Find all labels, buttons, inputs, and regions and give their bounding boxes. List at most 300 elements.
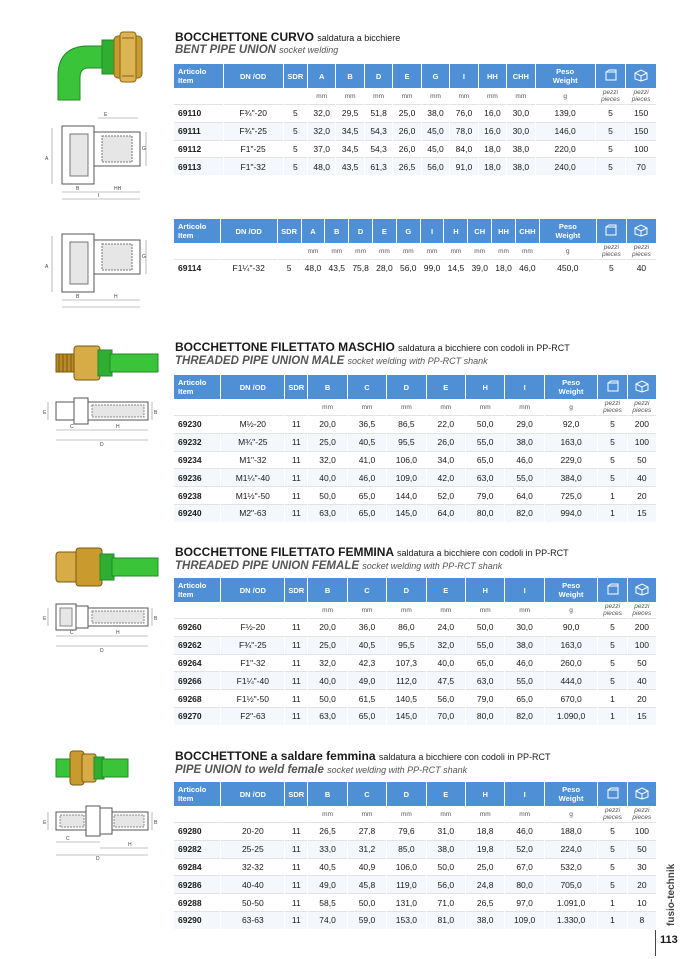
carton-icon [628, 578, 656, 602]
unit-cell: mm [355, 247, 366, 255]
unit-cell: mm [401, 92, 413, 100]
table-cell: 140,5 [387, 689, 425, 707]
svg-text:B: B [154, 820, 158, 826]
table-cell: 56,0 [427, 875, 465, 893]
table-cell: 18,8 [466, 822, 504, 840]
table-cell: 43,5 [336, 157, 363, 175]
table-cell: 74,0 [308, 911, 346, 929]
brand-logo [664, 838, 678, 928]
unit-cell: mm [521, 247, 533, 255]
col-a: A [308, 64, 335, 88]
table-row [174, 468, 656, 486]
unit-cell: mm [498, 247, 509, 255]
table-cell: 11 [285, 636, 307, 654]
table-cell: 41,0 [348, 451, 386, 469]
table-cell: 64,0 [427, 504, 465, 522]
unit-cell: mm [400, 810, 412, 818]
table-row [174, 671, 656, 689]
table-cell: 47,5 [427, 671, 465, 689]
table-cell: 240,0 [536, 157, 595, 175]
table-cell: 106,0 [387, 858, 425, 876]
table-cell: 79,0 [466, 486, 504, 504]
table-cell: 444,0 [545, 671, 598, 689]
col-chh: CHH [516, 219, 539, 243]
table-cell: 42,0 [427, 468, 465, 486]
table-cell: 80,0 [505, 875, 543, 893]
unit-cell: pezzi pieces [632, 244, 651, 258]
table-cell: 63-63 [221, 911, 284, 929]
table-row [174, 911, 656, 929]
table-cell: 38,0 [507, 140, 534, 158]
table-cell: 58,5 [308, 893, 346, 911]
table-cell: 48,0 [302, 259, 325, 277]
unit-cell: mm [307, 247, 319, 255]
table-cell: 30,0 [505, 618, 543, 636]
table-cell: 30,0 [507, 122, 534, 140]
col-i: I [421, 219, 444, 243]
table-cell: M¾"-25 [221, 433, 284, 451]
table-cell: 40,5 [348, 433, 386, 451]
table-cell: 43,5 [325, 259, 348, 277]
col-a: A [302, 219, 325, 243]
table-cell: 994,0 [545, 504, 598, 522]
unit-cell: mm [519, 810, 531, 818]
table-cell: 86,0 [387, 618, 425, 636]
table-cell: 50-50 [221, 893, 284, 911]
item-code-cell: 69284 [174, 858, 220, 876]
table-cell: 99,0 [421, 259, 444, 277]
spec-table-bent-union-2 [173, 219, 657, 277]
col-b: B [336, 64, 363, 88]
item-code-cell: 69288 [174, 893, 220, 911]
table-cell: 5 [598, 415, 626, 433]
table-cell: 20 [628, 875, 656, 893]
item-code-cell: 69110 [174, 104, 223, 122]
table-cell: 20,0 [308, 618, 346, 636]
table-row [174, 689, 656, 707]
table-cell: 65,0 [348, 486, 386, 504]
unit-cell: g [569, 403, 573, 411]
table-cell: 1 [598, 486, 626, 504]
table-cell: 670,0 [545, 689, 598, 707]
table-cell: F1¼"-40 [221, 671, 284, 689]
table-cell: 109,0 [387, 468, 425, 486]
table-cell: 54,3 [365, 122, 392, 140]
table-cell: 30,0 [507, 104, 534, 122]
table-cell: 26,0 [427, 433, 465, 451]
svg-text:C: C [66, 836, 70, 842]
table-cell: 188,0 [545, 822, 598, 840]
table-cell: 63,0 [308, 504, 346, 522]
table-cell: 63,0 [308, 707, 346, 725]
col-chh: CHH [507, 64, 534, 88]
table-cell: M2"-63 [221, 504, 284, 522]
unit-cell [174, 243, 220, 259]
bent-union-photo [50, 28, 155, 103]
unit-cell: mm [440, 606, 452, 614]
table-cell: 11 [285, 707, 307, 725]
table-cell: 95,5 [387, 636, 425, 654]
table-cell: 14,5 [444, 259, 467, 277]
table-cell: 45,0 [422, 140, 449, 158]
item-code-cell: 69236 [174, 468, 220, 486]
unit-cell: mm [450, 247, 462, 255]
item-code-cell: 69232 [174, 433, 220, 451]
table-cell: 31,0 [427, 822, 465, 840]
table-cell: 5 [596, 140, 626, 158]
table-cell: 50 [628, 451, 656, 469]
table-cell: 229,0 [545, 451, 598, 469]
svg-text:E: E [43, 616, 47, 622]
table-cell: F1"-25 [224, 140, 283, 158]
table-cell: 11 [285, 858, 307, 876]
col-h: H [466, 578, 504, 602]
table-cell: 50 [628, 654, 656, 672]
table-header [174, 219, 656, 243]
table-cell: 163,0 [545, 636, 598, 654]
svg-text:D: D [100, 648, 104, 654]
col-h: H [444, 219, 467, 243]
svg-text:E: E [43, 410, 47, 416]
unit-cell: mm [519, 606, 531, 614]
box-icon [598, 782, 626, 806]
table-cell: F1"-32 [221, 654, 284, 672]
table-cell: 131,0 [387, 893, 425, 911]
table-cell: 11 [285, 618, 307, 636]
table-cell: 46,0 [348, 468, 386, 486]
table-cell: 26,5 [308, 822, 346, 840]
table-cell: 38,0 [507, 157, 534, 175]
table-cell: 36,0 [348, 618, 386, 636]
unit-cell [221, 243, 277, 259]
col-dn-od: DN /OD [224, 64, 283, 88]
unit-cell: mm [322, 403, 333, 411]
unit-cell [221, 806, 284, 822]
unit-cell: mm [515, 92, 527, 100]
table-header [174, 375, 656, 399]
table-cell: 55,0 [466, 433, 504, 451]
table-cell: 200 [628, 618, 656, 636]
table-cell: 84,0 [450, 140, 477, 158]
units-row [174, 243, 656, 259]
col-g: G [397, 219, 420, 243]
item-code-cell: 69268 [174, 689, 220, 707]
table-cell: 11 [285, 415, 307, 433]
table-cell: 5 [598, 654, 626, 672]
table-cell: 85,0 [387, 840, 425, 858]
table-cell: 20,0 [308, 415, 346, 433]
table-cell: M½-20 [221, 415, 284, 433]
table-cell: 145,0 [387, 707, 425, 725]
section-3-title-en: THREADED PIPE UNION FEMALE socket welding with PP-RCT shank [175, 560, 503, 572]
col-d: D [387, 375, 425, 399]
table-cell: 52,0 [427, 486, 465, 504]
unit-cell: g [566, 247, 570, 255]
table-cell: F¾"-25 [224, 122, 283, 140]
table-cell: 82,0 [505, 504, 543, 522]
table-cell: 1.091,0 [545, 893, 598, 911]
table-cell: 18,0 [492, 259, 515, 277]
table-cell: 40,0 [308, 671, 346, 689]
table-header [174, 64, 656, 88]
table-cell: 38,0 [505, 636, 543, 654]
box-icon [598, 578, 626, 602]
col-dn-od: DN /OD [221, 578, 284, 602]
col-hh: HH [492, 219, 515, 243]
table-cell: 5 [596, 104, 626, 122]
table-cell: 26,0 [393, 140, 420, 158]
unit-cell: mm [400, 606, 412, 614]
table-cell: 22,0 [427, 415, 465, 433]
table-cell: 61,3 [365, 157, 392, 175]
table-cell: 18,0 [479, 157, 506, 175]
col-sdr: SDR [285, 578, 307, 602]
table-cell: 1 [598, 707, 626, 725]
table-cell: 38,0 [422, 104, 449, 122]
spec-table-female-union [173, 578, 657, 725]
units-row [174, 602, 656, 618]
table-row [174, 636, 656, 654]
unit-cell: pezzi pieces [603, 400, 622, 414]
unit-cell: mm [479, 403, 491, 411]
col-i: I [505, 578, 543, 602]
spec-table-weld-union [173, 782, 657, 929]
carton-icon [628, 375, 656, 399]
table-cell: 5 [598, 618, 626, 636]
table-cell: 29,0 [505, 415, 543, 433]
unit-cell [285, 399, 307, 415]
col-dn-od: DN /OD [221, 219, 277, 243]
female-union-photo [50, 542, 162, 592]
table-cell: 50,0 [427, 858, 465, 876]
table-cell: 1 [598, 689, 626, 707]
svg-text:G: G [142, 146, 146, 152]
svg-text:E: E [43, 820, 47, 826]
col-g: G [422, 64, 449, 88]
col-e: E [427, 578, 465, 602]
table-cell: 32,0 [308, 654, 346, 672]
table-row [174, 140, 656, 158]
table-row [174, 104, 656, 122]
table-row [174, 486, 656, 504]
table-cell: 55,0 [505, 671, 543, 689]
table-cell: 20 [628, 689, 656, 707]
table-cell: 11 [285, 875, 307, 893]
item-code-cell: 69270 [174, 707, 220, 725]
unit-cell: pezzi pieces [601, 89, 620, 103]
item-code-cell: 69260 [174, 618, 220, 636]
unit-cell: pezzi pieces [632, 807, 652, 821]
table-cell: 92,0 [545, 415, 598, 433]
table-cell: 1 [598, 504, 626, 522]
unit-cell: mm [361, 606, 373, 614]
col-weight: Peso Weight [545, 578, 598, 602]
table-cell: 5 [598, 875, 626, 893]
svg-text:C: C [70, 424, 74, 430]
unit-cell: mm [344, 92, 356, 100]
table-cell: 20 [628, 486, 656, 504]
unit-cell: mm [400, 403, 412, 411]
table-cell: 5 [596, 157, 626, 175]
table-cell: 106,0 [387, 451, 425, 469]
table-cell: 51,8 [365, 104, 392, 122]
table-cell: 16,0 [479, 122, 506, 140]
box-icon [598, 375, 626, 399]
unit-cell: pezzi pieces [632, 400, 652, 414]
item-code-cell: 69111 [174, 122, 223, 140]
table-row [174, 433, 656, 451]
table-cell: 32,0 [427, 636, 465, 654]
unit-cell [285, 806, 307, 822]
svg-text:H: H [128, 842, 132, 848]
table-cell: 56,0 [422, 157, 449, 175]
table-cell: 11 [285, 451, 307, 469]
table-cell: 40 [627, 259, 656, 277]
col-b: B [308, 782, 346, 806]
table-cell: 100 [628, 433, 656, 451]
item-code-cell: 69114 [174, 259, 220, 277]
table-cell: 65,0 [466, 654, 504, 672]
unit-cell: mm [479, 810, 491, 818]
table-cell: 24,0 [427, 618, 465, 636]
svg-text:A: A [45, 156, 49, 162]
table-cell: 145,0 [387, 504, 425, 522]
weld-union-photo [52, 745, 132, 790]
table-cell: F2"-63 [221, 707, 284, 725]
item-code-cell: 69282 [174, 840, 220, 858]
table-cell: 16,0 [479, 104, 506, 122]
section-2-title: BOCCHETTONE FILETTATO MASCHIO saldatura a bicchiere con codoli in PP-RCT [175, 340, 570, 354]
col-e: E [373, 219, 396, 243]
table-cell: F½-20 [221, 618, 284, 636]
table-cell: 46,0 [516, 259, 539, 277]
col-dn-od: DN /OD [221, 782, 284, 806]
carton-icon [627, 219, 656, 243]
unit-cell [174, 399, 220, 415]
table-cell: 65,0 [348, 504, 386, 522]
table-cell: 91,0 [450, 157, 477, 175]
col-weight: Peso Weight [536, 64, 595, 88]
table-cell: 63,0 [466, 671, 504, 689]
section-4-title-en: PIPE UNION to weld female socket welding with PP-RCT shank [175, 764, 468, 776]
table-cell: 5 [284, 104, 307, 122]
table-cell: 100 [626, 140, 656, 158]
table-cell: 5 [596, 122, 626, 140]
table-cell: 40 [628, 468, 656, 486]
table-cell: 5 [598, 468, 626, 486]
table-cell: 33,0 [308, 840, 346, 858]
table-cell: 18,0 [479, 140, 506, 158]
table-cell: 5 [598, 858, 626, 876]
table-cell: 224,0 [545, 840, 598, 858]
unit-cell [284, 88, 307, 104]
table-cell: 40-40 [221, 875, 284, 893]
unit-cell: mm [474, 247, 486, 255]
table-cell: F1½"-50 [221, 689, 284, 707]
table-cell: 144,0 [387, 486, 425, 504]
table-cell: 32,0 [308, 451, 346, 469]
item-code-cell: 69286 [174, 875, 220, 893]
section-4-title: BOCCHETTONE a saldare femmina saldatura a bicchiere con codoli in PP-RCT [175, 749, 551, 763]
table-row [174, 893, 656, 911]
section-2-title-en: THREADED PIPE UNION MALE socket welding with PP-RCT shank [175, 355, 488, 367]
table-cell: 163,0 [545, 433, 598, 451]
table-cell: 150 [626, 104, 656, 122]
col-d: D [349, 219, 372, 243]
table-cell: 40 [628, 671, 656, 689]
unit-cell: g [569, 606, 573, 614]
table-row [174, 618, 656, 636]
col-d: D [387, 578, 425, 602]
table-cell: 19,8 [466, 840, 504, 858]
table-cell: 220,0 [536, 140, 595, 158]
col-i: I [505, 782, 543, 806]
table-cell: 63,0 [466, 468, 504, 486]
col-weight: Peso Weight [545, 375, 598, 399]
table-cell: 80,0 [466, 707, 504, 725]
table-cell: 65,0 [466, 451, 504, 469]
col-b: B [325, 219, 348, 243]
male-union-drawing [42, 392, 157, 447]
table-cell: 119,0 [387, 875, 425, 893]
table-cell: 11 [285, 486, 307, 504]
table-cell: 30 [628, 858, 656, 876]
table-cell: 55,0 [505, 468, 543, 486]
table-cell: 11 [285, 468, 307, 486]
table-cell: 5 [284, 140, 307, 158]
units-row [174, 806, 656, 822]
unit-cell: mm [519, 403, 531, 411]
svg-text:H: H [116, 630, 120, 636]
table-cell: M1½"-50 [221, 486, 284, 504]
table-cell: 5 [278, 259, 301, 277]
table-cell: 5 [598, 433, 626, 451]
item-code-cell: 69266 [174, 671, 220, 689]
table-cell: M1¼"-40 [221, 468, 284, 486]
table-cell: 11 [285, 654, 307, 672]
table-cell: 79,6 [387, 822, 425, 840]
col-weight: Peso Weight [545, 782, 598, 806]
col-i: I [505, 375, 543, 399]
table-cell: 200 [628, 415, 656, 433]
table-cell: 39,0 [468, 259, 491, 277]
col-b: B [308, 375, 346, 399]
table-cell: 1.330,0 [545, 911, 598, 929]
table-cell: 34,0 [427, 451, 465, 469]
table-cell: 48,0 [308, 157, 335, 175]
section-3-title: BOCCHETTONE FILETTATO FEMMINA saldatura a bicchiere con codoli in PP-RCT [175, 545, 569, 559]
col-sdr: SDR [285, 375, 307, 399]
table-row [174, 875, 656, 893]
units-row [174, 88, 656, 104]
table-cell: 11 [285, 893, 307, 911]
unit-cell: mm [378, 247, 390, 255]
table-row [174, 415, 656, 433]
table-row [174, 451, 656, 469]
weld-union-drawing [42, 798, 157, 860]
table-cell: 384,0 [545, 468, 598, 486]
female-union-drawing [42, 598, 157, 653]
table-cell: 100 [628, 636, 656, 654]
carton-icon [626, 64, 656, 88]
table-cell: 15 [628, 504, 656, 522]
table-cell: 32-32 [221, 858, 284, 876]
unit-cell: mm [440, 810, 452, 818]
col-item: Articolo Item [174, 64, 223, 88]
unit-cell: pezzi pieces [603, 603, 622, 617]
page-number-divider [655, 930, 656, 956]
table-cell: 56,0 [427, 689, 465, 707]
